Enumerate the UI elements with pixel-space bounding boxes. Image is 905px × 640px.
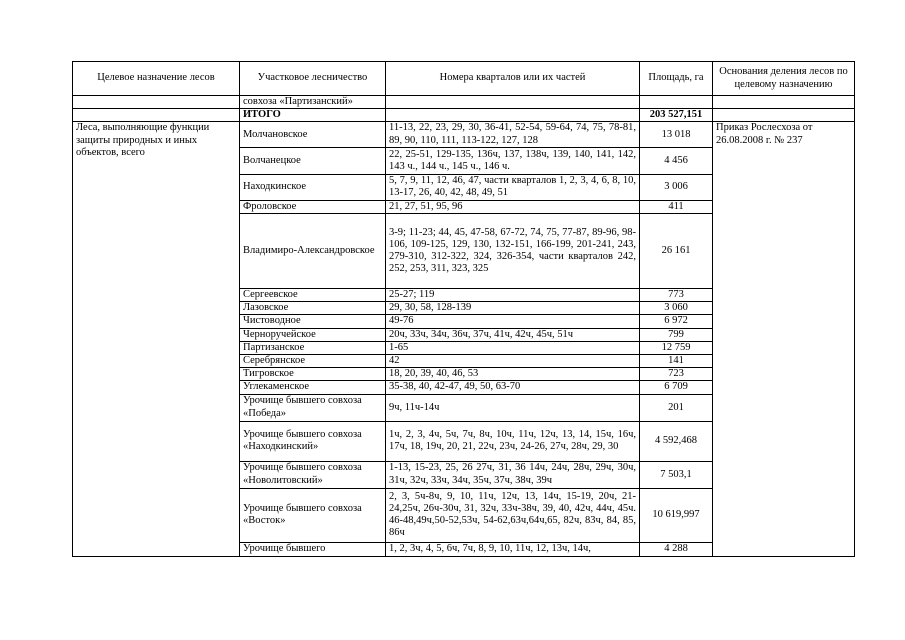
row-area: 141 bbox=[640, 355, 713, 368]
row-area: 4 288 bbox=[640, 542, 713, 556]
total-basis bbox=[713, 109, 855, 122]
section-basis: Приказ Рослесхоза от 26.08.2008 г. № 237 bbox=[713, 122, 855, 556]
carry-area bbox=[640, 96, 713, 109]
row-district: Черноручейское bbox=[240, 328, 386, 341]
row-district: Находкинское bbox=[240, 174, 386, 200]
row-quarters: 2, 3, 5ч-8ч, 9, 10, 11ч, 12ч, 13, 14ч, 15-19, 20ч, 21-24,25ч, 26ч-30ч, 31, 32ч, 33ч-38ч, 39, 40, 42ч, 44ч, 45ч. 46-48,49ч,50-52,53ч, 54-62,63ч,64ч,65, 82ч, 83ч, 84, 85, 86ч bbox=[386, 488, 640, 542]
row-area: 3 060 bbox=[640, 302, 713, 315]
row-quarters: 11-13, 22, 23, 29, 30, 36-41, 52-54, 59-64, 74, 75, 78-81, 89, 90, 110, 111, 113-122, 127, 128 bbox=[386, 122, 640, 147]
row-quarters: 20ч, 33ч, 34ч, 36ч, 37ч, 41ч, 42ч, 45ч, 51ч bbox=[386, 328, 640, 341]
header-quarters: Номера кварталов или их частей bbox=[386, 62, 640, 96]
table-header-row bbox=[73, 62, 855, 96]
row-quarters: 22, 25-51, 129-135, 136ч, 137, 138ч, 139, 140, 141, 142, 143 ч., 144 ч., 145 ч., 146 ч. bbox=[386, 147, 640, 174]
row-area: 13 018 bbox=[640, 122, 713, 147]
total-quarters bbox=[386, 109, 640, 122]
row-district: Молчановское bbox=[240, 122, 386, 147]
row-area: 7 503,1 bbox=[640, 461, 713, 488]
row-area: 799 bbox=[640, 328, 713, 341]
row-area: 6 972 bbox=[640, 315, 713, 328]
header-purpose: Целевое назначение лесов bbox=[73, 62, 240, 96]
total-row bbox=[73, 109, 855, 122]
row-district: Владимиро-Александровское bbox=[240, 214, 386, 289]
row-district: Сергеевское bbox=[240, 289, 386, 302]
row-quarters: 42 bbox=[386, 355, 640, 368]
row-quarters: 1-65 bbox=[386, 341, 640, 354]
header-area: Площадь, га bbox=[640, 62, 713, 96]
row-quarters: 25-27; 119 bbox=[386, 289, 640, 302]
row-quarters: 9ч, 11ч-14ч bbox=[386, 394, 640, 421]
row-quarters: 21, 27, 51, 95, 96 bbox=[386, 200, 640, 213]
row-quarters: 3-9; 11-23; 44, 45, 47-58, 67-72, 74, 75, 77-87, 89-96, 98-106, 109-125, 129, 130, 132-151, 166-199, 201-241, 243, 279-310, 312-322, 324, 326-354, части кварталов 242, 252, 253, 311, 323, 325 bbox=[386, 214, 640, 289]
row-area: 4 456 bbox=[640, 147, 713, 174]
row-area: 12 759 bbox=[640, 341, 713, 354]
header-district: Участковое лесничество bbox=[240, 62, 386, 96]
row-area: 201 bbox=[640, 394, 713, 421]
row-district: Урочище бывшего совхоза «Победа» bbox=[240, 394, 386, 421]
row-area: 3 006 bbox=[640, 174, 713, 200]
row-quarters: 1ч, 2, 3, 4ч, 5ч, 7ч, 8ч, 10ч, 11ч, 12ч, 13, 14, 15ч, 16ч, 17ч, 18, 19ч, 20, 21, 22ч, 23ч, 24-26, 27ч, 28ч, 29, 30 bbox=[386, 421, 640, 461]
header-basis: Основания деления лесов по целевому назначению bbox=[713, 62, 855, 96]
row-area: 723 bbox=[640, 368, 713, 381]
row-area: 10 619,997 bbox=[640, 488, 713, 542]
row-district: Серебрянское bbox=[240, 355, 386, 368]
row-area: 4 592,468 bbox=[640, 421, 713, 461]
carry-basis bbox=[713, 96, 855, 109]
total-area: 203 527,151 bbox=[640, 109, 713, 122]
row-quarters: 18, 20, 39, 40, 46, 53 bbox=[386, 368, 640, 381]
row-area: 773 bbox=[640, 289, 713, 302]
row-district: Партизанское bbox=[240, 341, 386, 354]
carry-district: совхоза «Партизанский» bbox=[240, 96, 386, 109]
row-quarters: 29, 30, 58, 128-139 bbox=[386, 302, 640, 315]
carry-row bbox=[73, 96, 855, 109]
row-quarters: 1, 2, 3ч, 4, 5, 6ч, 7ч, 8, 9, 10, 11ч, 12, 13ч, 14ч, bbox=[386, 542, 640, 556]
row-area: 411 bbox=[640, 200, 713, 213]
row-district: Урочище бывшего совхоза «Новолитовский» bbox=[240, 461, 386, 488]
row-area: 26 161 bbox=[640, 214, 713, 289]
carry-purpose bbox=[73, 96, 240, 109]
section-purpose: Леса, выполняющие функции защиты природных и иных объектов, всего bbox=[73, 122, 240, 556]
row-district: Лазовское bbox=[240, 302, 386, 315]
row-quarters: 35-38, 40, 42-47, 49, 50, 63-70 bbox=[386, 381, 640, 394]
carry-quarters bbox=[386, 96, 640, 109]
total-purpose bbox=[73, 109, 240, 122]
total-label: ИТОГО bbox=[240, 109, 386, 122]
row-district: Урочище бывшего bbox=[240, 542, 386, 556]
table-row bbox=[73, 122, 855, 147]
forest-purpose-table bbox=[72, 61, 855, 557]
row-district: Углекаменское bbox=[240, 381, 386, 394]
row-district: Фроловское bbox=[240, 200, 386, 213]
row-district: Урочище бывшего совхоза «Находкинский» bbox=[240, 421, 386, 461]
row-quarters: 5, 7, 9, 11, 12, 46, 47, части кварталов 1, 2, 3, 4, 6, 8, 10, 13-17, 26, 40, 42, 48, 49, 51 bbox=[386, 174, 640, 200]
row-district: Урочище бывшего совхоза «Восток» bbox=[240, 488, 386, 542]
row-area: 6 709 bbox=[640, 381, 713, 394]
row-quarters: 49-76 bbox=[386, 315, 640, 328]
row-district: Волчанецкое bbox=[240, 147, 386, 174]
row-quarters: 1-13, 15-23, 25, 26 27ч, 31, 36 14ч, 24ч, 28ч, 29ч, 30ч, 31ч, 32ч, 33ч, 34ч, 35ч, 37ч, 38ч, 39ч bbox=[386, 461, 640, 488]
row-district: Тигровское bbox=[240, 368, 386, 381]
row-district: Чистоводное bbox=[240, 315, 386, 328]
